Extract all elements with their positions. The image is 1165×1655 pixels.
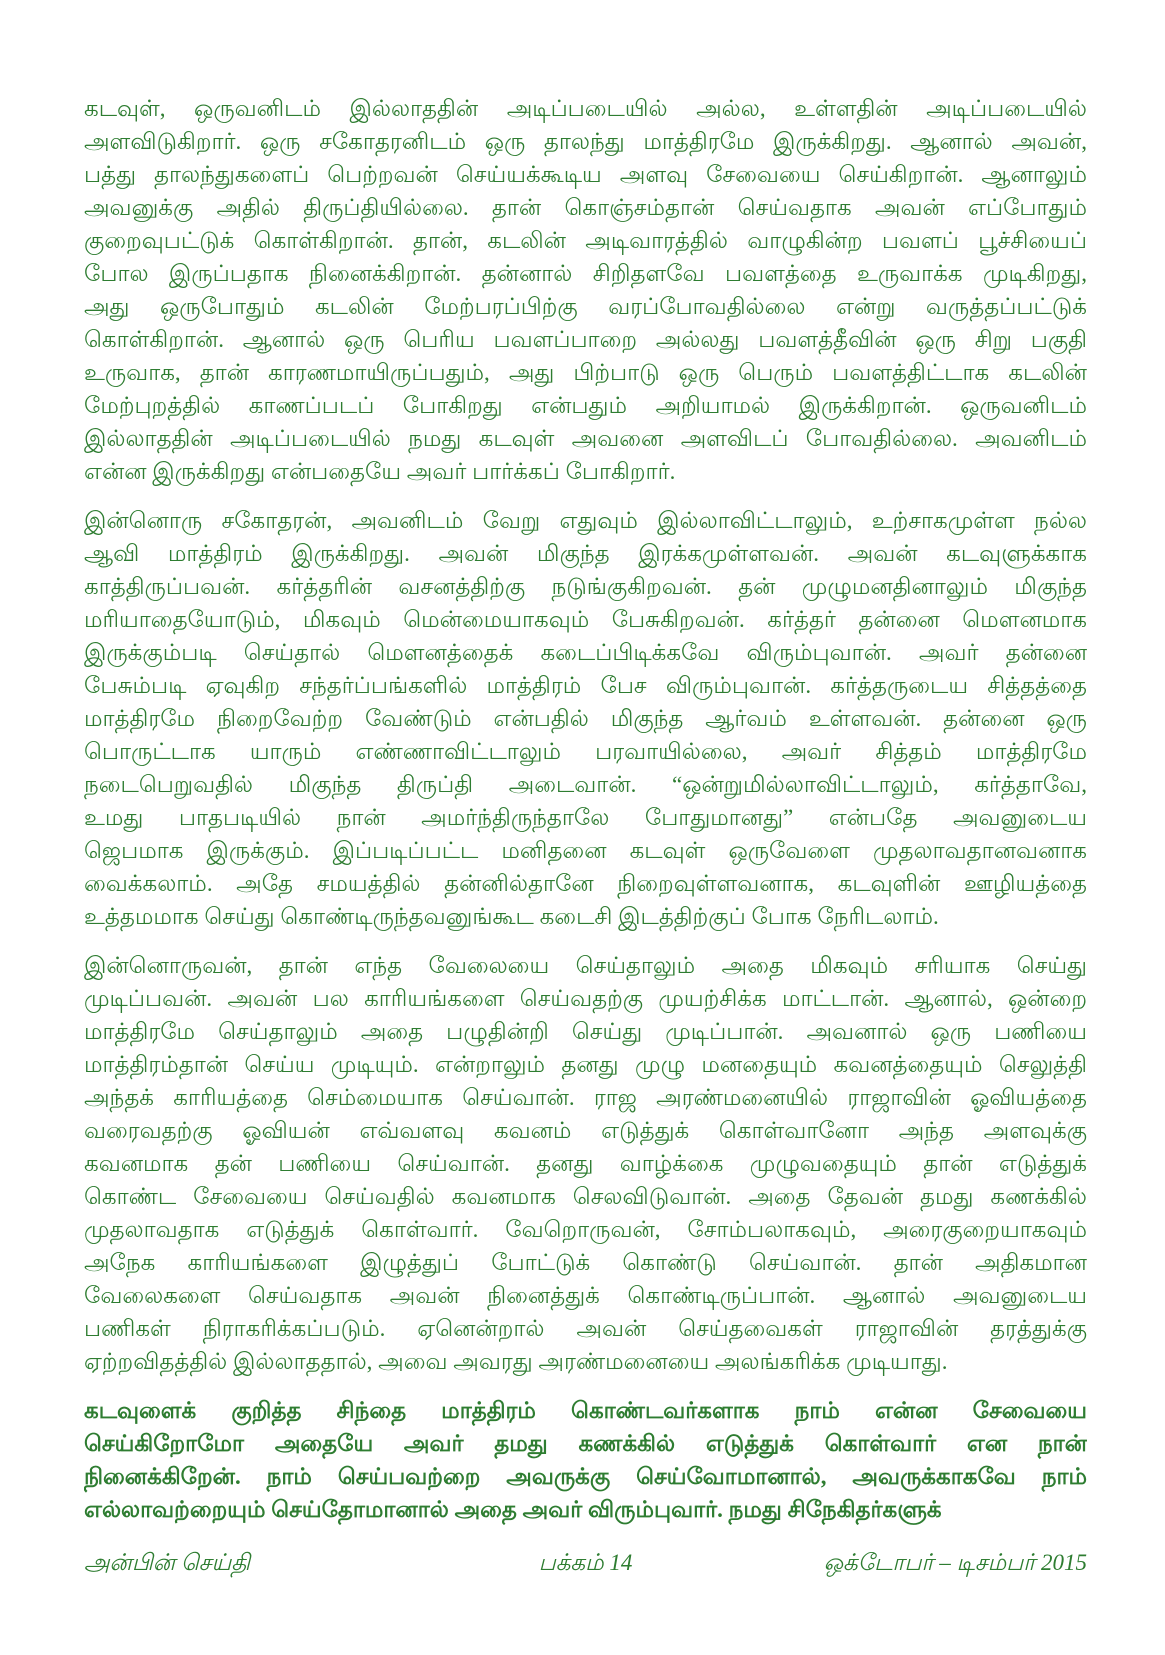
text-line: கடவுள், ஒருவனிடம் இல்லாததின் அடிப்படையில் அல்ல, உள்ளதின் அடிப்படையில் — [84, 96, 1087, 121]
text-line: கொண்ட சேவையை செய்வதில் கவனமாக செலவிடுவான். அதை தேவன் தமது கணக்கில் — [84, 1184, 1087, 1209]
text-line: முடிப்பவன். அவன் பல காரியங்களை செய்வதற்கு முயற்சிக்க மாட்டான். ஆனால், ஒன்றை — [84, 986, 1087, 1011]
footer-publication-title: அன்பின் செய்தி — [84, 1550, 251, 1575]
text-line: இன்னொருவன், தான் எந்த வேலையை செய்தாலும் அதை மிகவும் சரியாக செய்து — [84, 953, 1087, 978]
text-line: அநேக காரியங்களை இழுத்துப் போட்டுக் கொண்டு செய்வான். தான் அதிகமான — [84, 1250, 1087, 1275]
paragraph-1 — [84, 92, 1087, 488]
text-line: குறைவுபட்டுக் கொள்கிறான். தான், கடலின் அடிவாரத்தில் வாழுகின்ற பவளப் பூச்சியைப் — [84, 228, 1087, 253]
text-line: மரியாதையோடும், மிகவும் மென்மையாகவும் பேசுகிறவன். கர்த்தர் தன்னை மௌனமாக — [84, 607, 1087, 632]
text-line: அளவிடுகிறார். ஒரு சகோதரனிடம் ஒரு தாலந்து மாத்திரமே இருக்கிறது. ஆனால் அவன், — [84, 129, 1087, 154]
footer-page-number: பக்கம் 14 — [538, 1550, 633, 1575]
text-line: கடவுளைக் குறித்த சிந்தை மாத்திரம் கொண்டவர்களாக நாம் என்ன சேவையை — [84, 1398, 1087, 1423]
text-line: ஏற்றவிதத்தில் இல்லாததால், அவை அவரது அரண்மனையை அலங்கரிக்க முடியாது. — [84, 1349, 948, 1374]
text-line: மாத்திரம்தான் செய்ய முடியும். என்றாலும் தனது முழு மனதையும் கவனத்தையும் செலுத்தி — [84, 1052, 1087, 1077]
text-line: உருவாக, தான் காரணமாயிருப்பதும், அது பிற்பாடு ஒரு பெரும் பவளத்திட்டாக கடலின் — [84, 360, 1087, 385]
text-line: நடைபெறுவதில் மிகுந்த திருப்தி அடைவான். “ஒன்றுமில்லாவிட்டாலும், கர்த்தாவே, — [84, 772, 1087, 797]
text-line: வைக்கலாம். அதே சமயத்தில் தன்னில்தானே நிறைவுள்ளவனாக, கடவுளின் ஊழியத்தை — [84, 871, 1087, 896]
text-line: வரைவதற்கு ஓவியன் எவ்வளவு கவனம் எடுத்துக் கொள்வானோ அந்த அளவுக்கு — [84, 1118, 1087, 1143]
text-line: காத்திருப்பவன். கர்த்தரின் வசனத்திற்கு நடுங்குகிறவன். தன் முழுமனதினாலும் மிகுந்த — [84, 574, 1087, 599]
text-line: அந்தக் காரியத்தை செம்மையாக செய்வான். ராஜ அரண்மனையில் ராஜாவின் ஓவியத்தை — [84, 1085, 1087, 1110]
text-line: முதலாவதாக எடுத்துக் கொள்வார். வேறொருவன், சோம்பலாகவும், அரைகுறையாகவும் — [84, 1217, 1087, 1242]
text-line: பேசும்படி ஏவுகிற சந்தர்ப்பங்களில் மாத்திரம் பேச விரும்புவான். கர்த்தருடைய சித்தத்தை — [84, 673, 1087, 698]
text-line: ஜெபமாக இருக்கும். இப்படிப்பட்ட மனிதனை கடவுள் ஒருவேளை முதலாவதானவனாக — [84, 838, 1087, 863]
text-line: அது ஒருபோதும் கடலின் மேற்பரப்பிற்கு வரப்போவதில்லை என்று வருத்தப்பட்டுக் — [84, 294, 1087, 319]
text-line: அவனுக்கு அதில் திருப்தியில்லை. தான் கொஞ்சம்தான் செய்வதாக அவன் எப்போதும் — [84, 195, 1087, 220]
text-line: மேற்புறத்தில் காணப்படப் போகிறது என்பதும் அறியாமல் இருக்கிறான். ஒருவனிடம் — [84, 393, 1087, 418]
text-line: மாத்திரமே செய்தாலும் அதை பழுதின்றி செய்து முடிப்பான். அவனால் ஒரு பணியை — [84, 1019, 1087, 1044]
text-line: வேலைகளை செய்வதாக அவன் நினைத்துக் கொண்டிருப்பான். ஆனால் அவனுடைய — [84, 1283, 1087, 1308]
text-line: மாத்திரமே நிறைவேற்ற வேண்டும் என்பதில் மிகுந்த ஆர்வம் உள்ளவன். தன்னை ஒரு — [84, 706, 1087, 731]
paragraph-2 — [84, 504, 1087, 933]
text-line: என்ன இருக்கிறது என்பதையே அவர் பார்க்கப் போகிறார். — [84, 459, 676, 484]
text-line: நினைக்கிறேன். நாம் செய்பவற்றை அவருக்கு செய்வோமானால், அவருக்காகவே நாம் — [84, 1464, 1087, 1489]
text-line: உமது பாதபடியில் நான் அமர்ந்திருந்தாலே போதுமானது” என்பதே அவனுடைய — [84, 805, 1087, 830]
paragraph-3 — [84, 949, 1087, 1378]
text-line: உத்தமமாக செய்து கொண்டிருந்தவனுங்கூட கடைசி இடத்திற்குப் போக நேரிடலாம். — [84, 904, 939, 929]
text-line: பணிகள் நிராகரிக்கப்படும். ஏனென்றால் அவன் செய்தவைகள் ராஜாவின் தரத்துக்கு — [84, 1316, 1087, 1341]
footer-issue-date: ஒக்டோபர் – டிசம்பர் 2015 — [823, 1550, 1087, 1575]
text-line: எல்லாவற்றையும் செய்தோமானால் அதை அவர் விரும்புவார். நமது சிநேகிதர்களுக் — [84, 1497, 942, 1522]
text-line: செய்கிறோமோ அதையே அவர் தமது கணக்கில் எடுத்துக் கொள்வார் என நான் — [84, 1431, 1087, 1456]
text-line: கவனமாக தன் பணியை செய்வான். தனது வாழ்க்கை முழுவதையும் தான் எடுத்துக் — [84, 1151, 1087, 1176]
text-line: கொள்கிறான். ஆனால் ஒரு பெரிய பவளப்பாறை அல்லது பவளத்தீவின் ஒரு சிறு பகுதி — [84, 327, 1087, 352]
text-line: பொருட்டாக யாரும் எண்ணாவிட்டாலும் பரவாயில்லை, அவர் சித்தம் மாத்திரமே — [84, 739, 1087, 764]
text-line: ஆவி மாத்திரம் இருக்கிறது. அவன் மிகுந்த இரக்கமுள்ளவன். அவன் கடவுளுக்காக — [84, 541, 1087, 566]
page-footer — [84, 1548, 1087, 1578]
text-line: பத்து தாலந்துகளைப் பெற்றவன் செய்யக்கூடிய அளவு சேவையை செய்கிறான். ஆனாலும் — [84, 162, 1087, 187]
text-line: போல இருப்பதாக நினைக்கிறான். தன்னால் சிறிதளவே பவளத்தை உருவாக்க முடிகிறது, — [84, 261, 1087, 286]
text-line: இல்லாததின் அடிப்படையில் நமது கடவுள் அவனை அளவிடப் போவதில்லை. அவனிடம் — [84, 426, 1087, 451]
paragraph-4 — [84, 1394, 1087, 1526]
text-line: இன்னொரு சகோதரன், அவனிடம் வேறு எதுவும் இல்லாவிட்டாலும், உற்சாகமுள்ள நல்ல — [84, 508, 1087, 533]
text-line: இருக்கும்படி செய்தால் மௌனத்தைக் கடைப்பிடிக்கவே விரும்புவான். அவர் தன்னை — [84, 640, 1087, 665]
article-text-block — [84, 92, 1087, 1526]
